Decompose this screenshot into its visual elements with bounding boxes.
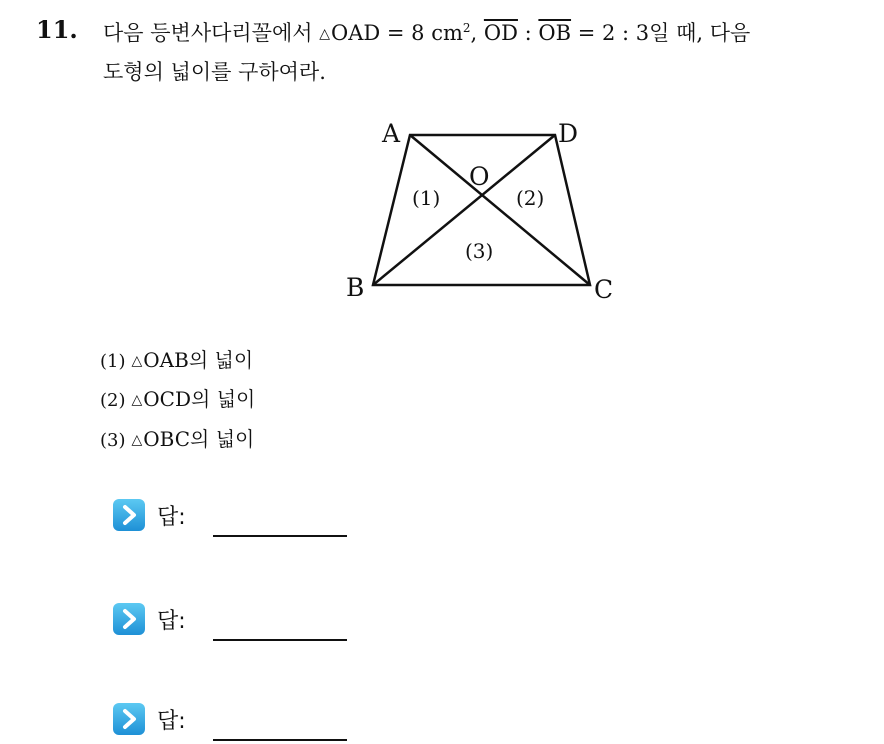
subquestion-text: OCD의 넓이	[143, 387, 256, 411]
triangle-symbol: △	[131, 432, 143, 448]
segment-od: $\overline{OD}$	[483, 21, 518, 45]
trapezoid-diagram	[340, 118, 630, 308]
ratio-colon: :	[517, 21, 539, 45]
question-line-2: 도형의 넓이를 구하여라.	[103, 60, 326, 84]
diagonal-bd	[373, 135, 555, 285]
answer-blank[interactable]	[213, 535, 347, 537]
point-o-label: O	[469, 162, 490, 191]
chevron-right-icon	[113, 703, 145, 735]
superscript-2: 2	[462, 21, 471, 35]
question-text-d: = 2 : 3일 때, 다음	[571, 21, 751, 45]
triangle-symbol: △	[131, 392, 143, 408]
triangle-symbol: △	[319, 26, 330, 42]
vertex-b-label: B	[346, 273, 365, 302]
question-text-c: ,	[470, 21, 484, 45]
answer-label: 답:	[157, 709, 186, 734]
subquestion-2	[100, 383, 255, 412]
diagonal-ac	[410, 135, 590, 285]
subquestion-number: (3)	[100, 430, 126, 451]
subquestion-text: OBC의 넓이	[143, 427, 255, 451]
subquestion-text: OAB의 넓이	[143, 348, 254, 372]
question-text-a: 다음 등변사다리꼴에서	[103, 21, 320, 45]
subquestion-number: (1)	[100, 351, 126, 372]
region-1-label: (1)	[412, 186, 441, 210]
answer-blank[interactable]	[213, 639, 347, 641]
answer-blank[interactable]	[213, 739, 347, 741]
triangle-symbol: △	[131, 353, 143, 369]
subquestion-3	[100, 423, 254, 452]
vertex-a-label: A	[382, 119, 401, 148]
region-2-label: (2)	[516, 186, 545, 210]
vertex-c-label: C	[594, 275, 614, 304]
vertex-d-label: D	[558, 119, 579, 148]
trapezoid-figure	[340, 118, 630, 308]
answer-label: 답:	[157, 505, 186, 530]
answer-row-2	[113, 600, 363, 640]
answer-row-1	[113, 496, 363, 536]
question-line-1	[103, 17, 750, 47]
subquestion-number: (2)	[100, 390, 126, 411]
question-text-b: OAD = 8 cm	[331, 21, 463, 45]
chevron-right-icon	[113, 499, 145, 531]
region-3-label: (3)	[465, 239, 494, 263]
answer-label: 답:	[157, 609, 186, 634]
chevron-right-icon	[113, 603, 145, 635]
subquestion-1	[100, 344, 253, 373]
segment-ob: $\overline{OB}$	[538, 21, 572, 45]
answer-row-3	[113, 700, 363, 740]
question-number: 11.	[36, 15, 78, 44]
